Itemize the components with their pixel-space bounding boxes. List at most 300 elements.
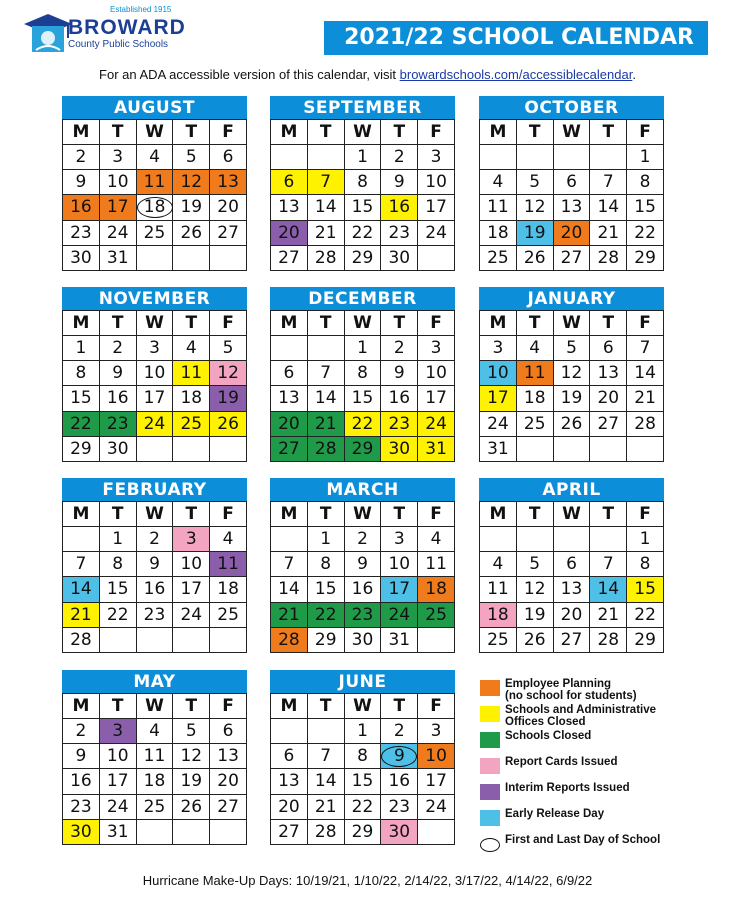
day-cell: 17 [99, 195, 136, 220]
day-cell: 28 [590, 245, 627, 270]
weekday-header: T [516, 120, 553, 145]
day-cell: 20 [271, 794, 308, 819]
weekday-header: T [590, 502, 627, 527]
day-cell: 29 [344, 819, 381, 844]
day-cell [381, 744, 418, 769]
day-cell: 17 [136, 386, 173, 411]
page-title: 2021/22 SCHOOL CALENDAR [324, 21, 708, 55]
day-cell: 15 [344, 386, 381, 411]
day-cell: 31 [381, 627, 418, 652]
day-cell: 14 [590, 577, 627, 602]
month-december [270, 287, 455, 462]
day-cell: 12 [516, 195, 553, 220]
day-cell: 17 [173, 577, 210, 602]
day-cell: 8 [307, 552, 344, 577]
empty-cell [99, 627, 136, 652]
day-cell: 24 [99, 794, 136, 819]
day-cell: 5 [173, 719, 210, 744]
day-cell: 20 [271, 411, 308, 436]
legend-swatch [480, 706, 500, 722]
empty-cell [271, 719, 308, 744]
weekday-header: W [136, 311, 173, 336]
day-cell: 9 [381, 170, 418, 195]
week-row [271, 170, 455, 195]
day-cell: 5 [173, 145, 210, 170]
empty-cell [271, 145, 308, 170]
day-cell: 18 [418, 577, 455, 602]
month-name: JUNE [270, 670, 455, 693]
week-row [480, 577, 664, 602]
day-cell: 6 [271, 361, 308, 386]
day-cell: 2 [63, 145, 100, 170]
accessible-calendar-link[interactable]: browardschools.com/accessiblecalendar [399, 67, 633, 82]
day-cell: 27 [590, 411, 627, 436]
week-row [271, 627, 455, 652]
weekday-header: W [344, 694, 381, 719]
weekday-header: M [480, 120, 517, 145]
day-cell: 1 [344, 336, 381, 361]
day-cell: 15 [344, 195, 381, 220]
school-cap-icon [22, 12, 74, 58]
month-january [479, 287, 664, 462]
day-cell: 10 [381, 552, 418, 577]
empty-cell [418, 627, 455, 652]
day-cell: 18 [173, 386, 210, 411]
day-cell: 23 [136, 602, 173, 627]
day-cell: 5 [516, 170, 553, 195]
day-cell: 19 [173, 195, 210, 220]
day-cell: 26 [173, 220, 210, 245]
first-last-day-marker: 9 [381, 746, 417, 767]
empty-cell [136, 436, 173, 461]
day-cell: 24 [418, 220, 455, 245]
weekday-header: T [173, 502, 210, 527]
weekday-header: T [381, 311, 418, 336]
week-row [271, 436, 455, 461]
weekday-header: F [418, 502, 455, 527]
day-cell: 11 [480, 577, 517, 602]
legend-item [480, 806, 715, 832]
day-cell: 17 [99, 769, 136, 794]
month-name: JANUARY [479, 287, 664, 310]
weekday-header: T [99, 502, 136, 527]
day-cell: 27 [553, 627, 590, 652]
week-row [480, 361, 664, 386]
weekday-header: M [271, 120, 308, 145]
weekday-header: W [136, 502, 173, 527]
weekday-header: W [553, 311, 590, 336]
day-cell: 13 [210, 744, 247, 769]
day-cell: 11 [136, 170, 173, 195]
day-cell: 4 [173, 336, 210, 361]
day-cell: 28 [63, 627, 100, 652]
logo-subtitle: County Public Schools [68, 39, 169, 50]
week-row [63, 719, 247, 744]
legend-label: Early Release Day [505, 808, 605, 820]
day-cell: 3 [418, 336, 455, 361]
month-table [62, 119, 247, 271]
day-cell: 13 [210, 170, 247, 195]
week-row [63, 627, 247, 652]
day-cell: 7 [63, 552, 100, 577]
weekday-header: F [210, 502, 247, 527]
month-october [479, 96, 664, 271]
month-march [270, 478, 455, 653]
day-cell: 12 [210, 361, 247, 386]
day-cell: 3 [480, 336, 517, 361]
day-cell: 21 [590, 602, 627, 627]
day-cell: 22 [99, 602, 136, 627]
month-table [270, 310, 455, 462]
day-cell: 17 [418, 386, 455, 411]
month-name: APRIL [479, 478, 664, 501]
week-row [271, 577, 455, 602]
week-row [480, 245, 664, 270]
day-cell: 16 [63, 195, 100, 220]
legend-label: Schools and Administrative Offices Closed [505, 704, 657, 728]
weekday-header: T [99, 311, 136, 336]
day-cell: 29 [627, 245, 664, 270]
month-april [479, 478, 664, 653]
day-cell: 13 [271, 769, 308, 794]
day-cell: 2 [344, 527, 381, 552]
week-row [63, 361, 247, 386]
day-cell: 10 [173, 552, 210, 577]
day-cell: 22 [344, 220, 381, 245]
day-cell: 30 [99, 436, 136, 461]
day-cell: 9 [344, 552, 381, 577]
weekday-header: T [381, 502, 418, 527]
legend-label: Schools Closed [505, 730, 592, 742]
notice-prefix: For an ADA accessible version of this calendar, visit [99, 67, 400, 82]
month-name: OCTOBER [479, 96, 664, 119]
day-cell: 31 [99, 819, 136, 844]
month-table [479, 119, 664, 271]
week-row [480, 552, 664, 577]
day-cell: 15 [307, 577, 344, 602]
day-cell: 6 [271, 744, 308, 769]
day-cell: 28 [307, 819, 344, 844]
week-row [63, 602, 247, 627]
day-cell: 1 [63, 336, 100, 361]
day-cell: 16 [381, 195, 418, 220]
day-cell: 9 [63, 170, 100, 195]
weekday-header: M [271, 311, 308, 336]
day-cell: 25 [480, 627, 517, 652]
weekday-header: T [307, 694, 344, 719]
day-cell: 30 [63, 245, 100, 270]
day-cell: 29 [344, 245, 381, 270]
day-cell: 12 [173, 170, 210, 195]
week-row [271, 220, 455, 245]
day-cell: 30 [381, 436, 418, 461]
week-row [63, 577, 247, 602]
month-name: DECEMBER [270, 287, 455, 310]
day-cell: 21 [590, 220, 627, 245]
empty-cell [418, 245, 455, 270]
weekday-header: F [418, 694, 455, 719]
day-cell: 5 [553, 336, 590, 361]
day-cell: 29 [344, 436, 381, 461]
empty-cell [210, 627, 247, 652]
day-cell: 31 [418, 436, 455, 461]
day-cell: 29 [627, 627, 664, 652]
weekday-header: M [480, 502, 517, 527]
legend-item [480, 754, 715, 780]
week-row [63, 336, 247, 361]
day-cell: 10 [418, 744, 455, 769]
day-cell: 23 [381, 411, 418, 436]
month-table [270, 501, 455, 653]
day-cell: 5 [210, 336, 247, 361]
weekday-header: M [63, 120, 100, 145]
day-cell: 11 [516, 361, 553, 386]
weekday-header: M [63, 694, 100, 719]
day-cell: 8 [344, 170, 381, 195]
day-cell: 19 [173, 769, 210, 794]
day-cell: 8 [344, 361, 381, 386]
day-cell: 3 [99, 145, 136, 170]
day-cell: 26 [516, 245, 553, 270]
month-name: SEPTEMBER [270, 96, 455, 119]
weekday-header: T [173, 311, 210, 336]
day-cell: 4 [210, 527, 247, 552]
empty-cell [553, 145, 590, 170]
notice-suffix: . [632, 67, 636, 82]
day-cell [136, 195, 173, 220]
day-cell: 7 [307, 744, 344, 769]
legend-swatch [480, 838, 500, 852]
day-cell: 22 [627, 602, 664, 627]
week-row [480, 602, 664, 627]
week-row [480, 195, 664, 220]
weekday-header: W [136, 694, 173, 719]
day-cell: 30 [381, 245, 418, 270]
weekday-header: W [553, 120, 590, 145]
day-cell: 19 [516, 220, 553, 245]
day-cell: 14 [63, 577, 100, 602]
empty-cell [480, 527, 517, 552]
day-cell: 23 [344, 602, 381, 627]
month-september [270, 96, 455, 271]
day-cell: 27 [210, 794, 247, 819]
day-cell: 12 [553, 361, 590, 386]
empty-cell [173, 819, 210, 844]
legend-swatch [480, 784, 500, 800]
day-cell: 18 [480, 602, 517, 627]
day-cell: 2 [381, 719, 418, 744]
empty-cell [516, 527, 553, 552]
weekday-header: F [418, 311, 455, 336]
weekday-header: F [627, 502, 664, 527]
day-cell: 7 [307, 170, 344, 195]
day-cell: 6 [210, 719, 247, 744]
legend-label: Interim Reports Issued [505, 782, 630, 794]
day-cell: 14 [307, 195, 344, 220]
day-cell: 3 [381, 527, 418, 552]
day-cell: 14 [307, 769, 344, 794]
day-cell: 19 [553, 386, 590, 411]
month-table [270, 693, 455, 845]
weekday-header: W [553, 502, 590, 527]
week-row [271, 744, 455, 769]
month-name: NOVEMBER [62, 287, 247, 310]
legend-item [480, 702, 715, 728]
weekday-header: T [307, 502, 344, 527]
empty-cell [136, 245, 173, 270]
day-cell: 10 [418, 361, 455, 386]
weekday-header: T [590, 120, 627, 145]
empty-cell [210, 245, 247, 270]
day-cell: 16 [381, 769, 418, 794]
day-cell: 29 [307, 627, 344, 652]
weekday-header: T [99, 120, 136, 145]
day-cell: 3 [136, 336, 173, 361]
day-cell: 18 [480, 220, 517, 245]
weekday-header: F [627, 311, 664, 336]
day-cell: 2 [381, 145, 418, 170]
empty-cell [173, 436, 210, 461]
day-cell: 1 [99, 527, 136, 552]
day-cell: 18 [516, 386, 553, 411]
day-cell: 11 [480, 195, 517, 220]
day-cell: 22 [63, 411, 100, 436]
day-cell: 17 [381, 577, 418, 602]
day-cell: 29 [63, 436, 100, 461]
day-cell: 8 [627, 170, 664, 195]
weekday-header: T [307, 120, 344, 145]
day-cell: 21 [627, 386, 664, 411]
day-cell: 9 [63, 744, 100, 769]
day-cell: 8 [99, 552, 136, 577]
day-cell: 26 [210, 411, 247, 436]
legend-swatch [480, 732, 500, 748]
day-cell: 9 [381, 361, 418, 386]
week-row [63, 744, 247, 769]
day-cell: 11 [173, 361, 210, 386]
weekday-header: T [173, 694, 210, 719]
weekday-header: F [210, 694, 247, 719]
legend-item [480, 728, 715, 754]
day-cell: 20 [553, 220, 590, 245]
day-cell: 1 [307, 527, 344, 552]
day-cell: 13 [590, 361, 627, 386]
day-cell: 22 [344, 794, 381, 819]
day-cell: 10 [99, 744, 136, 769]
day-cell: 7 [590, 170, 627, 195]
day-cell: 9 [136, 552, 173, 577]
day-cell: 3 [418, 719, 455, 744]
month-table [479, 501, 664, 653]
day-cell: 5 [516, 552, 553, 577]
weekday-header: T [307, 311, 344, 336]
week-row [480, 527, 664, 552]
week-row [63, 436, 247, 461]
day-cell: 27 [271, 245, 308, 270]
day-cell: 1 [627, 145, 664, 170]
day-cell: 16 [136, 577, 173, 602]
month-june [270, 670, 455, 845]
legend-label: First and Last Day of School [505, 834, 661, 846]
weekday-header: T [173, 120, 210, 145]
day-cell: 24 [136, 411, 173, 436]
month-table [62, 501, 247, 653]
week-row [271, 552, 455, 577]
day-cell: 4 [480, 552, 517, 577]
day-cell: 2 [63, 719, 100, 744]
empty-cell [271, 336, 308, 361]
legend-item [480, 780, 715, 806]
weekday-header: T [516, 502, 553, 527]
week-row [271, 361, 455, 386]
day-cell: 6 [553, 552, 590, 577]
day-cell: 27 [553, 245, 590, 270]
day-cell: 13 [271, 386, 308, 411]
day-cell: 23 [63, 220, 100, 245]
day-cell: 25 [418, 602, 455, 627]
day-cell: 17 [418, 769, 455, 794]
day-cell: 31 [480, 436, 517, 461]
logo-established: Established 1915 [110, 5, 172, 14]
day-cell: 15 [627, 577, 664, 602]
week-row [271, 245, 455, 270]
day-cell: 16 [381, 386, 418, 411]
legend-item [480, 676, 715, 702]
empty-cell [553, 527, 590, 552]
week-row [480, 336, 664, 361]
day-cell: 2 [381, 336, 418, 361]
day-cell: 23 [63, 794, 100, 819]
empty-cell [271, 527, 308, 552]
day-cell: 13 [553, 577, 590, 602]
day-cell: 4 [418, 527, 455, 552]
day-cell: 15 [63, 386, 100, 411]
week-row [271, 719, 455, 744]
empty-cell [210, 436, 247, 461]
week-row [271, 145, 455, 170]
empty-cell [516, 145, 553, 170]
day-cell: 24 [381, 602, 418, 627]
week-row [63, 170, 247, 195]
day-cell: 30 [344, 627, 381, 652]
day-cell: 24 [418, 411, 455, 436]
weekday-header: M [63, 502, 100, 527]
month-name: FEBRUARY [62, 478, 247, 501]
empty-cell [480, 145, 517, 170]
day-cell: 19 [210, 386, 247, 411]
day-cell: 11 [210, 552, 247, 577]
day-cell: 25 [480, 245, 517, 270]
legend [480, 676, 715, 858]
week-row [63, 769, 247, 794]
day-cell: 26 [553, 411, 590, 436]
empty-cell [307, 145, 344, 170]
day-cell: 20 [210, 195, 247, 220]
day-cell: 13 [553, 195, 590, 220]
day-cell: 28 [627, 411, 664, 436]
day-cell: 21 [307, 220, 344, 245]
day-cell: 25 [136, 794, 173, 819]
empty-cell [516, 436, 553, 461]
weekday-header: M [271, 694, 308, 719]
week-row [271, 794, 455, 819]
week-row [480, 220, 664, 245]
week-row [63, 794, 247, 819]
month-table [62, 693, 247, 845]
month-table [62, 310, 247, 462]
weekday-header: M [480, 311, 517, 336]
weekday-header: F [210, 120, 247, 145]
